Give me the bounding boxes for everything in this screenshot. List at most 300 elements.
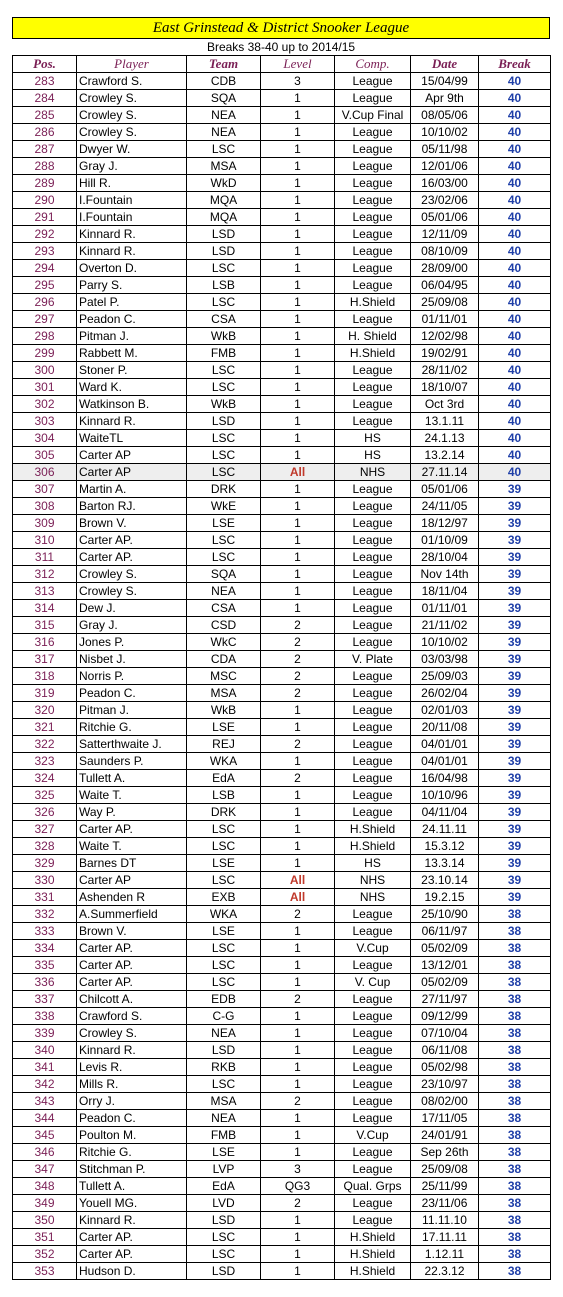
- cell-player: Martin A.: [77, 481, 187, 498]
- cell-pos: 322: [13, 736, 77, 753]
- table-row: [13, 260, 551, 277]
- cell-comp: League: [335, 753, 411, 770]
- cell-comp: NHS: [335, 872, 411, 889]
- cell-date: 27.11.14: [411, 464, 479, 481]
- cell-brk: 38: [479, 1229, 551, 1246]
- cell-player: Carter AP: [77, 464, 187, 481]
- table-row: [13, 430, 551, 447]
- table-row: [13, 668, 551, 685]
- cell-date: 06/11/97: [411, 923, 479, 940]
- cell-brk: 39: [479, 821, 551, 838]
- cell-comp: League: [335, 736, 411, 753]
- cell-pos: 320: [13, 702, 77, 719]
- cell-level: 1: [261, 396, 335, 413]
- cell-player: Patel P.: [77, 294, 187, 311]
- cell-date: 25/09/08: [411, 1161, 479, 1178]
- table-row: [13, 209, 551, 226]
- cell-pos: 284: [13, 90, 77, 107]
- cell-date: 15.3.12: [411, 838, 479, 855]
- cell-comp: League: [335, 906, 411, 923]
- cell-comp: League: [335, 73, 411, 90]
- cell-team: REJ: [187, 736, 261, 753]
- breaks-sheet: [12, 17, 550, 1280]
- cell-comp: League: [335, 277, 411, 294]
- cell-brk: 40: [479, 175, 551, 192]
- cell-date: 28/09/00: [411, 260, 479, 277]
- cell-team: NEA: [187, 1025, 261, 1042]
- cell-pos: 297: [13, 311, 77, 328]
- cell-brk: 39: [479, 702, 551, 719]
- cell-level: All: [261, 889, 335, 906]
- cell-date: 10/10/02: [411, 634, 479, 651]
- table-row: [13, 600, 551, 617]
- cell-date: 15/04/99: [411, 73, 479, 90]
- cell-team: EDB: [187, 991, 261, 1008]
- cell-pos: 301: [13, 379, 77, 396]
- cell-team: LSC: [187, 532, 261, 549]
- cell-team: NEA: [187, 107, 261, 124]
- table-row: [13, 855, 551, 872]
- cell-player: Way P.: [77, 804, 187, 821]
- cell-level: 1: [261, 413, 335, 430]
- cell-pos: 302: [13, 396, 77, 413]
- cell-date: 05/02/98: [411, 1059, 479, 1076]
- cell-level: 2: [261, 991, 335, 1008]
- header-row: [13, 56, 551, 73]
- cell-player: Kinnard R.: [77, 1042, 187, 1059]
- cell-comp: H.Shield: [335, 838, 411, 855]
- cell-pos: 350: [13, 1212, 77, 1229]
- cell-team: WkE: [187, 498, 261, 515]
- table-row: [13, 872, 551, 889]
- table-row: [13, 736, 551, 753]
- cell-date: 19.2.15: [411, 889, 479, 906]
- cell-player: Crowley S.: [77, 90, 187, 107]
- cell-team: LSC: [187, 872, 261, 889]
- cell-comp: League: [335, 192, 411, 209]
- table-row: [13, 1008, 551, 1025]
- table-row: [13, 532, 551, 549]
- cell-pos: 348: [13, 1178, 77, 1195]
- cell-date: 25/10/90: [411, 906, 479, 923]
- cell-level: 2: [261, 634, 335, 651]
- cell-brk: 40: [479, 464, 551, 481]
- cell-date: 09/12/99: [411, 1008, 479, 1025]
- cell-date: 26/02/04: [411, 685, 479, 702]
- table-row: [13, 277, 551, 294]
- cell-level: 1: [261, 481, 335, 498]
- table-row: [13, 991, 551, 1008]
- col-header-player: Player: [77, 56, 187, 73]
- cell-team: LSC: [187, 974, 261, 991]
- cell-date: 21/11/02: [411, 617, 479, 634]
- cell-date: 28/10/04: [411, 549, 479, 566]
- cell-pos: 305: [13, 447, 77, 464]
- cell-level: 1: [261, 583, 335, 600]
- cell-comp: League: [335, 209, 411, 226]
- cell-team: LSC: [187, 260, 261, 277]
- cell-pos: 349: [13, 1195, 77, 1212]
- cell-level: 1: [261, 1263, 335, 1280]
- table-row: [13, 549, 551, 566]
- cell-player: Carter AP.: [77, 940, 187, 957]
- cell-pos: 307: [13, 481, 77, 498]
- cell-pos: 293: [13, 243, 77, 260]
- cell-pos: 303: [13, 413, 77, 430]
- cell-comp: League: [335, 549, 411, 566]
- cell-date: Apr 9th: [411, 90, 479, 107]
- cell-date: 12/02/98: [411, 328, 479, 345]
- cell-comp: League: [335, 617, 411, 634]
- table-row: [13, 1212, 551, 1229]
- table-row: [13, 447, 551, 464]
- cell-brk: 39: [479, 617, 551, 634]
- cell-comp: League: [335, 498, 411, 515]
- cell-pos: 339: [13, 1025, 77, 1042]
- cell-brk: 38: [479, 1110, 551, 1127]
- cell-pos: 338: [13, 1008, 77, 1025]
- cell-team: LSD: [187, 1263, 261, 1280]
- cell-brk: 38: [479, 1263, 551, 1280]
- breaks-table: [12, 55, 551, 1280]
- cell-date: 24.1.13: [411, 430, 479, 447]
- cell-level: 1: [261, 107, 335, 124]
- cell-date: 05/01/06: [411, 209, 479, 226]
- cell-comp: League: [335, 1212, 411, 1229]
- cell-level: 1: [261, 362, 335, 379]
- table-row: [13, 226, 551, 243]
- table-row: [13, 141, 551, 158]
- cell-comp: V. Plate: [335, 651, 411, 668]
- cell-date: 17.11.11: [411, 1229, 479, 1246]
- cell-brk: 40: [479, 192, 551, 209]
- cell-team: SQA: [187, 90, 261, 107]
- cell-date: 24/01/91: [411, 1127, 479, 1144]
- cell-date: 24.11.11: [411, 821, 479, 838]
- cell-level: 1: [261, 702, 335, 719]
- cell-level: 2: [261, 668, 335, 685]
- cell-level: All: [261, 464, 335, 481]
- cell-player: A.Summerfield: [77, 906, 187, 923]
- cell-brk: 38: [479, 906, 551, 923]
- cell-level: 1: [261, 158, 335, 175]
- cell-level: 1: [261, 940, 335, 957]
- cell-comp: League: [335, 1076, 411, 1093]
- cell-player: Mills R.: [77, 1076, 187, 1093]
- cell-level: 1: [261, 855, 335, 872]
- cell-comp: League: [335, 923, 411, 940]
- cell-pos: 334: [13, 940, 77, 957]
- cell-date: 04/01/01: [411, 736, 479, 753]
- cell-player: Satterthwaite J.: [77, 736, 187, 753]
- cell-pos: 299: [13, 345, 77, 362]
- cell-comp: V.Cup Final: [335, 107, 411, 124]
- table-row: [13, 498, 551, 515]
- cell-date: Oct 3rd: [411, 396, 479, 413]
- cell-player: Kinnard R.: [77, 243, 187, 260]
- cell-team: CDA: [187, 651, 261, 668]
- table-row: [13, 294, 551, 311]
- cell-player: Hill R.: [77, 175, 187, 192]
- cell-date: Nov 14th: [411, 566, 479, 583]
- cell-date: 05/02/09: [411, 974, 479, 991]
- cell-comp: H. Shield: [335, 328, 411, 345]
- cell-team: WKA: [187, 906, 261, 923]
- cell-brk: 39: [479, 770, 551, 787]
- table-row: [13, 379, 551, 396]
- cell-level: 1: [261, 1025, 335, 1042]
- cell-comp: League: [335, 1144, 411, 1161]
- cell-pos: 331: [13, 889, 77, 906]
- cell-comp: League: [335, 532, 411, 549]
- table-row: [13, 1059, 551, 1076]
- cell-comp: League: [335, 243, 411, 260]
- cell-date: 01/11/01: [411, 311, 479, 328]
- cell-player: Tullett A.: [77, 1178, 187, 1195]
- table-row: [13, 107, 551, 124]
- cell-date: 24/11/05: [411, 498, 479, 515]
- cell-comp: H.Shield: [335, 345, 411, 362]
- cell-level: All: [261, 872, 335, 889]
- cell-pos: 296: [13, 294, 77, 311]
- cell-brk: 39: [479, 804, 551, 821]
- cell-team: WKA: [187, 753, 261, 770]
- cell-team: LSE: [187, 515, 261, 532]
- cell-date: 07/10/04: [411, 1025, 479, 1042]
- cell-date: 01/11/01: [411, 600, 479, 617]
- cell-level: 1: [261, 1144, 335, 1161]
- cell-date: 22.3.12: [411, 1263, 479, 1280]
- cell-brk: 39: [479, 855, 551, 872]
- cell-pos: 332: [13, 906, 77, 923]
- cell-brk: 39: [479, 481, 551, 498]
- cell-player: Brown V.: [77, 923, 187, 940]
- cell-team: LSC: [187, 549, 261, 566]
- cell-pos: 330: [13, 872, 77, 889]
- cell-date: 05/01/06: [411, 481, 479, 498]
- cell-team: WkB: [187, 328, 261, 345]
- cell-comp: League: [335, 719, 411, 736]
- cell-team: FMB: [187, 1127, 261, 1144]
- cell-team: LSB: [187, 277, 261, 294]
- cell-comp: League: [335, 362, 411, 379]
- table-row: [13, 1127, 551, 1144]
- cell-date: 06/04/95: [411, 277, 479, 294]
- cell-comp: H.Shield: [335, 294, 411, 311]
- table-row: [13, 464, 551, 481]
- cell-level: 1: [261, 1042, 335, 1059]
- cell-comp: League: [335, 311, 411, 328]
- cell-comp: H.Shield: [335, 1229, 411, 1246]
- cell-level: 1: [261, 1059, 335, 1076]
- cell-pos: 324: [13, 770, 77, 787]
- cell-team: LSC: [187, 957, 261, 974]
- cell-player: Carter AP.: [77, 1229, 187, 1246]
- cell-pos: 321: [13, 719, 77, 736]
- cell-comp: League: [335, 515, 411, 532]
- cell-team: NEA: [187, 1110, 261, 1127]
- cell-level: 1: [261, 1246, 335, 1263]
- cell-team: LSB: [187, 787, 261, 804]
- cell-pos: 318: [13, 668, 77, 685]
- table-row: [13, 1178, 551, 1195]
- table-row: [13, 566, 551, 583]
- cell-level: 3: [261, 1161, 335, 1178]
- cell-comp: League: [335, 1093, 411, 1110]
- cell-brk: 39: [479, 872, 551, 889]
- table-row: [13, 889, 551, 906]
- cell-team: LSC: [187, 447, 261, 464]
- cell-date: 03/03/98: [411, 651, 479, 668]
- cell-brk: 40: [479, 430, 551, 447]
- cell-brk: 38: [479, 1178, 551, 1195]
- cell-pos: 345: [13, 1127, 77, 1144]
- cell-player: Ward K.: [77, 379, 187, 396]
- cell-level: 3: [261, 73, 335, 90]
- cell-brk: 40: [479, 158, 551, 175]
- cell-level: QG3: [261, 1178, 335, 1195]
- cell-team: MSA: [187, 685, 261, 702]
- cell-pos: 353: [13, 1263, 77, 1280]
- cell-level: 1: [261, 277, 335, 294]
- table-row: [13, 719, 551, 736]
- cell-level: 1: [261, 124, 335, 141]
- cell-level: 1: [261, 447, 335, 464]
- cell-player: Kinnard R.: [77, 226, 187, 243]
- cell-date: 13/12/01: [411, 957, 479, 974]
- cell-player: WaiteTL: [77, 430, 187, 447]
- cell-player: Crowley S.: [77, 124, 187, 141]
- table-row: [13, 957, 551, 974]
- cell-player: Carter AP: [77, 447, 187, 464]
- cell-brk: 39: [479, 753, 551, 770]
- cell-player: Orry J.: [77, 1093, 187, 1110]
- cell-pos: 336: [13, 974, 77, 991]
- cell-level: 2: [261, 1093, 335, 1110]
- cell-level: 1: [261, 1212, 335, 1229]
- cell-date: 08/05/06: [411, 107, 479, 124]
- cell-pos: 315: [13, 617, 77, 634]
- table-row: [13, 1263, 551, 1280]
- cell-comp: League: [335, 90, 411, 107]
- cell-player: Nisbet J.: [77, 651, 187, 668]
- cell-comp: League: [335, 1025, 411, 1042]
- cell-player: Crowley S.: [77, 107, 187, 124]
- cell-date: 18/12/97: [411, 515, 479, 532]
- cell-brk: 39: [479, 787, 551, 804]
- cell-team: LSC: [187, 1246, 261, 1263]
- cell-comp: HS: [335, 447, 411, 464]
- table-row: [13, 1246, 551, 1263]
- cell-player: Ritchie G.: [77, 719, 187, 736]
- table-row: [13, 481, 551, 498]
- cell-level: 1: [261, 566, 335, 583]
- cell-player: Carter AP.: [77, 957, 187, 974]
- cell-team: MSC: [187, 668, 261, 685]
- table-row: [13, 974, 551, 991]
- cell-comp: Qual. Grps: [335, 1178, 411, 1195]
- cell-brk: 40: [479, 294, 551, 311]
- cell-level: 1: [261, 311, 335, 328]
- cell-comp: H.Shield: [335, 1246, 411, 1263]
- table-row: [13, 362, 551, 379]
- cell-date: 18/11/04: [411, 583, 479, 600]
- table-row: [13, 515, 551, 532]
- cell-pos: 325: [13, 787, 77, 804]
- cell-player: Barton RJ.: [77, 498, 187, 515]
- cell-team: LSD: [187, 413, 261, 430]
- cell-pos: 351: [13, 1229, 77, 1246]
- cell-player: Levis R.: [77, 1059, 187, 1076]
- cell-team: DRK: [187, 481, 261, 498]
- cell-player: Jones P.: [77, 634, 187, 651]
- cell-team: LSD: [187, 226, 261, 243]
- cell-pos: 283: [13, 73, 77, 90]
- cell-comp: League: [335, 141, 411, 158]
- cell-player: Parry S.: [77, 277, 187, 294]
- cell-level: 2: [261, 685, 335, 702]
- cell-date: 10/10/96: [411, 787, 479, 804]
- col-header-pos: Pos.: [13, 56, 77, 73]
- cell-team: WkB: [187, 396, 261, 413]
- table-row: [13, 175, 551, 192]
- cell-brk: 39: [479, 532, 551, 549]
- cell-date: 20/11/08: [411, 719, 479, 736]
- cell-team: MSA: [187, 158, 261, 175]
- cell-comp: League: [335, 770, 411, 787]
- cell-level: 2: [261, 1195, 335, 1212]
- cell-pos: 286: [13, 124, 77, 141]
- cell-level: 1: [261, 804, 335, 821]
- cell-level: 1: [261, 549, 335, 566]
- cell-player: Pitman J.: [77, 702, 187, 719]
- table-row: [13, 702, 551, 719]
- cell-pos: 308: [13, 498, 77, 515]
- cell-comp: League: [335, 124, 411, 141]
- cell-pos: 341: [13, 1059, 77, 1076]
- cell-level: 1: [261, 328, 335, 345]
- cell-pos: 347: [13, 1161, 77, 1178]
- cell-comp: League: [335, 600, 411, 617]
- cell-team: LSE: [187, 923, 261, 940]
- table-row: [13, 1110, 551, 1127]
- cell-brk: 39: [479, 549, 551, 566]
- cell-player: Waite T.: [77, 838, 187, 855]
- cell-brk: 38: [479, 957, 551, 974]
- cell-comp: V. Cup: [335, 974, 411, 991]
- cell-team: LSC: [187, 362, 261, 379]
- cell-pos: 306: [13, 464, 77, 481]
- cell-team: LSC: [187, 1229, 261, 1246]
- cell-comp: League: [335, 158, 411, 175]
- cell-date: 08/02/00: [411, 1093, 479, 1110]
- cell-comp: V.Cup: [335, 940, 411, 957]
- cell-player: I.Fountain: [77, 192, 187, 209]
- cell-date: 23.10.14: [411, 872, 479, 889]
- cell-player: Crowley S.: [77, 1025, 187, 1042]
- table-row: [13, 651, 551, 668]
- cell-brk: 40: [479, 362, 551, 379]
- cell-comp: NHS: [335, 889, 411, 906]
- cell-team: LSC: [187, 141, 261, 158]
- table-row: [13, 906, 551, 923]
- cell-level: 1: [261, 515, 335, 532]
- cell-player: Dew J.: [77, 600, 187, 617]
- cell-date: 13.2.14: [411, 447, 479, 464]
- table-row: [13, 1093, 551, 1110]
- cell-team: EdA: [187, 770, 261, 787]
- cell-pos: 327: [13, 821, 77, 838]
